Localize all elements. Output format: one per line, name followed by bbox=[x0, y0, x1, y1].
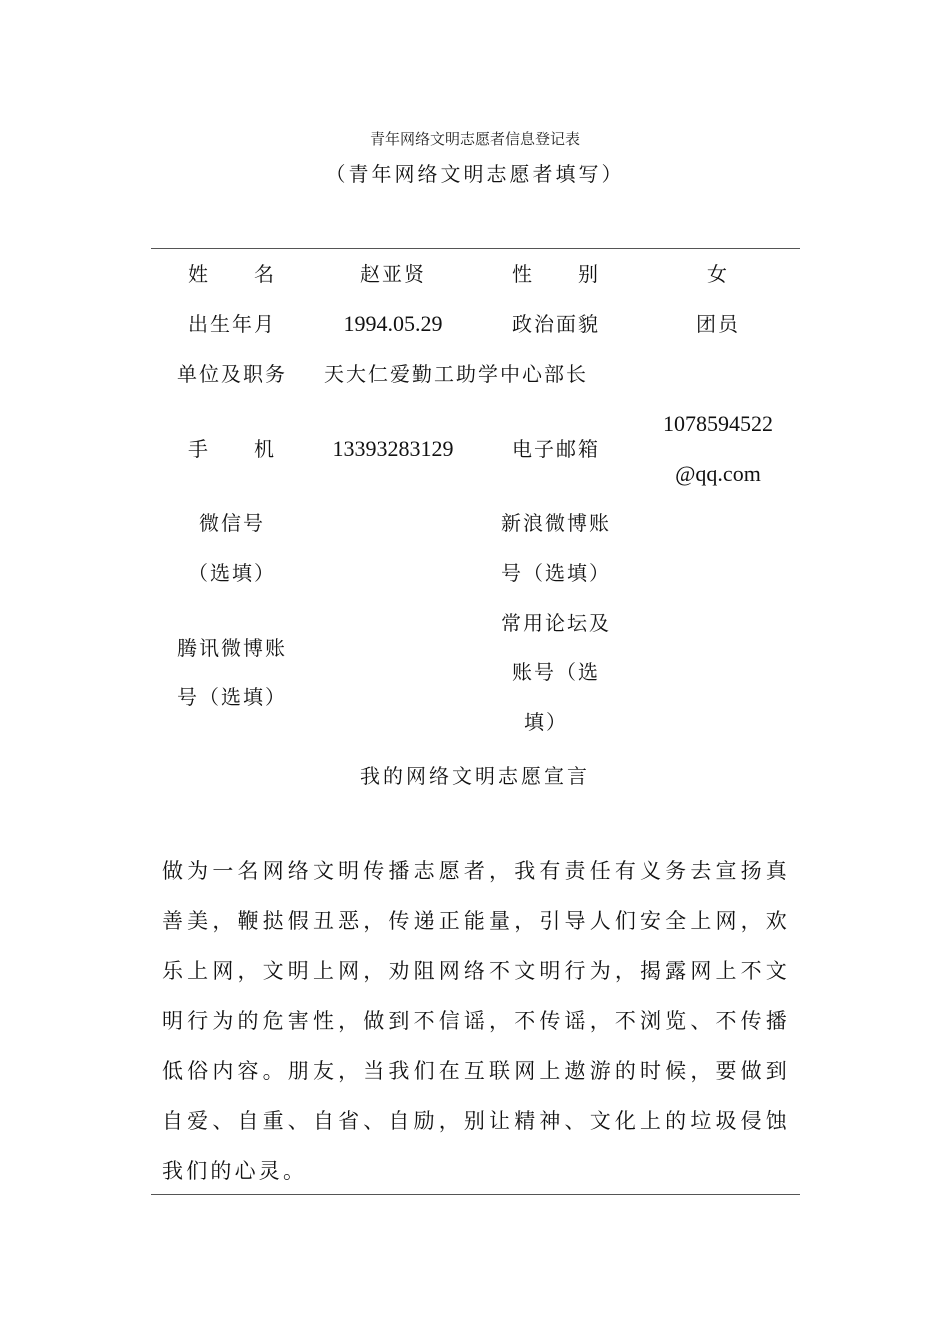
phone-value: 13393283129 bbox=[332, 436, 454, 461]
gender-value: 女 bbox=[707, 262, 729, 286]
sina-label-line2: 号（选填） bbox=[501, 561, 611, 585]
politics-value: 团员 bbox=[696, 312, 740, 336]
wechat-label-line1: 微信号 bbox=[199, 511, 265, 535]
name-value: 赵亚贤 bbox=[360, 262, 426, 286]
declaration-text: 做为一名网络文明传播志愿者，我有责任有义务去宣扬真善美，鞭挞假丑恶，传递正能量，引导人们安全上网，欢乐上网，文明上网，劝阻网络不文明行为，揭露网上不文明行为的危害性，做到不信谣，不传谣，不浏览、不传播低俗内容。朋友，当我们在互联网上遨游的时候，要做到自爱、自重、自省、自励，别让精神、文化上的垃圾侵蚀我们的心灵。 bbox=[162, 859, 790, 1183]
forum-label-line3: 填） bbox=[524, 710, 568, 734]
tencent-label-line1: 腾讯微博账 bbox=[177, 636, 287, 660]
birth-label: 出生年月 bbox=[188, 312, 276, 336]
form-title: 青年网络文明志愿者信息登记表 bbox=[369, 130, 580, 148]
name-label: 姓 名 bbox=[188, 262, 276, 286]
form-subtitle: （青年网络文明志愿者填写） bbox=[325, 162, 625, 186]
phone-label: 手 机 bbox=[188, 437, 276, 461]
forum-label-line1: 常用论坛及 bbox=[501, 611, 611, 635]
email-value-line2: @qq.com bbox=[675, 461, 761, 486]
wechat-label-line2: （选填） bbox=[188, 561, 276, 585]
politics-label: 政治面貌 bbox=[512, 312, 600, 336]
declaration-title: 我的网络文明志愿宣言 bbox=[360, 764, 590, 788]
birth-value: 1994.05.29 bbox=[343, 311, 443, 336]
email-label: 电子邮箱 bbox=[512, 437, 600, 461]
sina-label-line1: 新浪微博账 bbox=[501, 511, 611, 535]
unit-value: 天大仁爱勤工助学中心部长 bbox=[324, 362, 588, 386]
gender-label: 性 别 bbox=[512, 262, 600, 286]
unit-label: 单位及职务 bbox=[177, 362, 287, 386]
forum-label-line2: 账号（选 bbox=[512, 660, 600, 684]
tencent-label-line2: 号（选填） bbox=[177, 685, 287, 709]
email-value-line1: 1078594522 bbox=[663, 411, 773, 436]
table-bottom-rule bbox=[151, 1194, 800, 1195]
